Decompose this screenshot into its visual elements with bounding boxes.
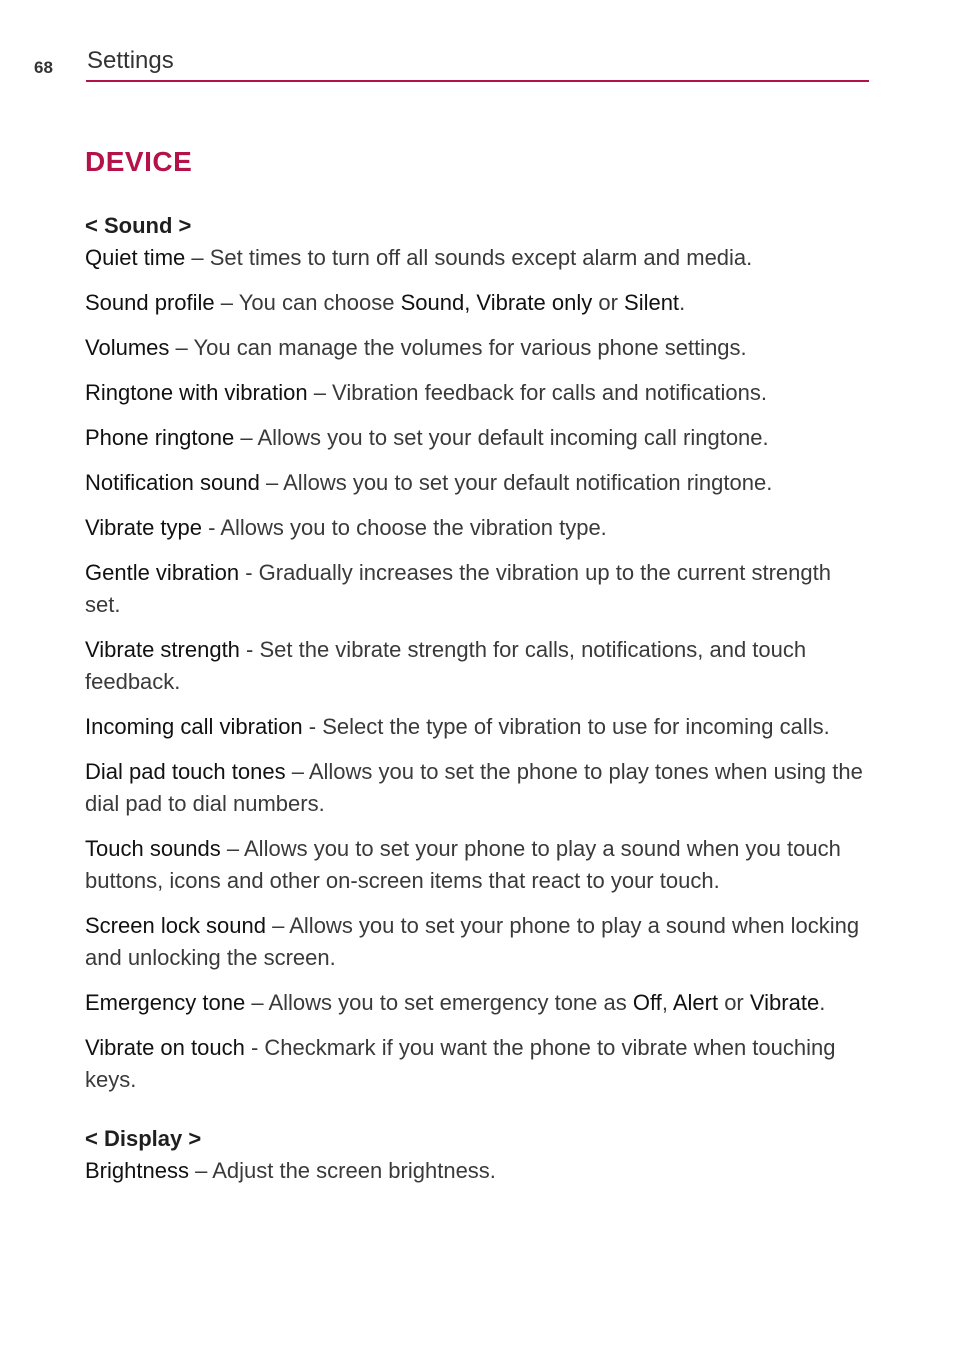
entry-term: Vibrate strength: [85, 637, 240, 662]
entry-desc: .: [679, 290, 686, 315]
entry-term: Ringtone with vibration: [85, 380, 308, 405]
entry-desc: - Gradually increases the vibration up to the current strength set.: [85, 560, 831, 617]
entry-desc: – Allows you to set the phone to play tones when using the dial pad to dial numbers.: [85, 759, 863, 816]
entry-desc: or: [718, 990, 750, 1015]
entry-term: Vibrate type: [85, 515, 203, 540]
entry-term: Quiet time: [85, 245, 186, 270]
entry-term: Emergency tone: [85, 990, 246, 1015]
entry-screen-lock-sound: [85, 910, 870, 974]
option-word: Off: [632, 990, 662, 1015]
header-title: Settings: [87, 47, 174, 74]
entry-brightness: [85, 1155, 870, 1187]
option-word: Sound, Vibrate only: [400, 290, 593, 315]
entry-desc: – Allows you to set your phone to play a sound when you touch buttons, icons and other on-screen items that react to your touch.: [85, 836, 841, 893]
entry-term: Screen lock sound: [85, 913, 266, 938]
entry-sound-profile: [85, 287, 870, 319]
entry-desc: – Set times to turn off all sounds except alarm and media.: [185, 245, 753, 270]
entry-ringtone-with-vibration: [85, 377, 870, 409]
header-divider: [86, 80, 869, 82]
entry-desc: – Allows you to set your default notification ringtone.: [259, 470, 773, 495]
option-word: Silent: [624, 290, 680, 315]
entry-desc: - Select the type of vibration to use for incoming calls.: [302, 714, 830, 739]
entry-desc: – Adjust the screen brightness.: [188, 1158, 496, 1183]
entry-desc: .: [819, 990, 826, 1015]
entry-desc: – You can choose: [214, 290, 401, 315]
entry-gentle-vibration: [85, 557, 870, 621]
entry-desc: - Checkmark if you want the phone to vibrate when touching keys.: [85, 1035, 836, 1092]
entry-vibrate-type: [85, 512, 870, 544]
entry-incoming-call-vibration: [85, 711, 870, 743]
entry-term: Notification sound: [85, 470, 260, 495]
entry-term: Vibrate on touch: [85, 1035, 245, 1060]
entry-emergency-tone: [85, 987, 870, 1019]
section-title: DEVICE: [85, 146, 193, 177]
entry-desc: - Allows you to choose the vibration type.: [202, 515, 607, 540]
display-subheading: < Display >: [85, 1126, 202, 1151]
entry-desc: – Allows you to set emergency tone as: [245, 990, 633, 1015]
entry-term: Gentle vibration: [85, 560, 240, 585]
entry-quiet-time: [85, 242, 870, 274]
entry-desc: or: [592, 290, 625, 315]
entry-term: Dial pad touch tones: [85, 759, 286, 784]
entry-desc: – Allows you to set your phone to play a sound when locking and unlocking the screen.: [85, 913, 860, 970]
entry-desc: ,: [661, 990, 673, 1015]
entry-desc: – Allows you to set your default incoming call ringtone.: [234, 425, 769, 450]
sound-subheading: < Sound >: [85, 213, 192, 238]
entry-volumes: [85, 332, 870, 364]
entry-desc: – Vibration feedback for calls and notifications.: [307, 380, 767, 405]
entry-notification-sound: [85, 467, 870, 499]
entry-desc: - Set the vibrate strength for calls, notifications, and touch feedback.: [85, 637, 807, 694]
entry-desc: – You can manage the volumes for various phone settings.: [169, 335, 747, 360]
entry-term: Phone ringtone: [85, 425, 235, 450]
entry-phone-ringtone: [85, 422, 870, 454]
page-number: 68: [34, 58, 53, 77]
entry-term: Incoming call vibration: [85, 714, 303, 739]
entry-term: Brightness: [85, 1158, 189, 1183]
entry-term: Sound profile: [85, 290, 215, 315]
entry-term: Touch sounds: [85, 836, 221, 861]
entry-dial-pad-touch-tones: [85, 756, 870, 820]
entry-vibrate-strength: [85, 634, 870, 698]
option-word: Vibrate: [749, 990, 820, 1015]
entry-touch-sounds: [85, 833, 870, 897]
option-word: Alert: [672, 990, 719, 1015]
content-body: [85, 210, 870, 1200]
entry-vibrate-on-touch: [85, 1032, 870, 1096]
entry-term: Volumes: [85, 335, 170, 360]
